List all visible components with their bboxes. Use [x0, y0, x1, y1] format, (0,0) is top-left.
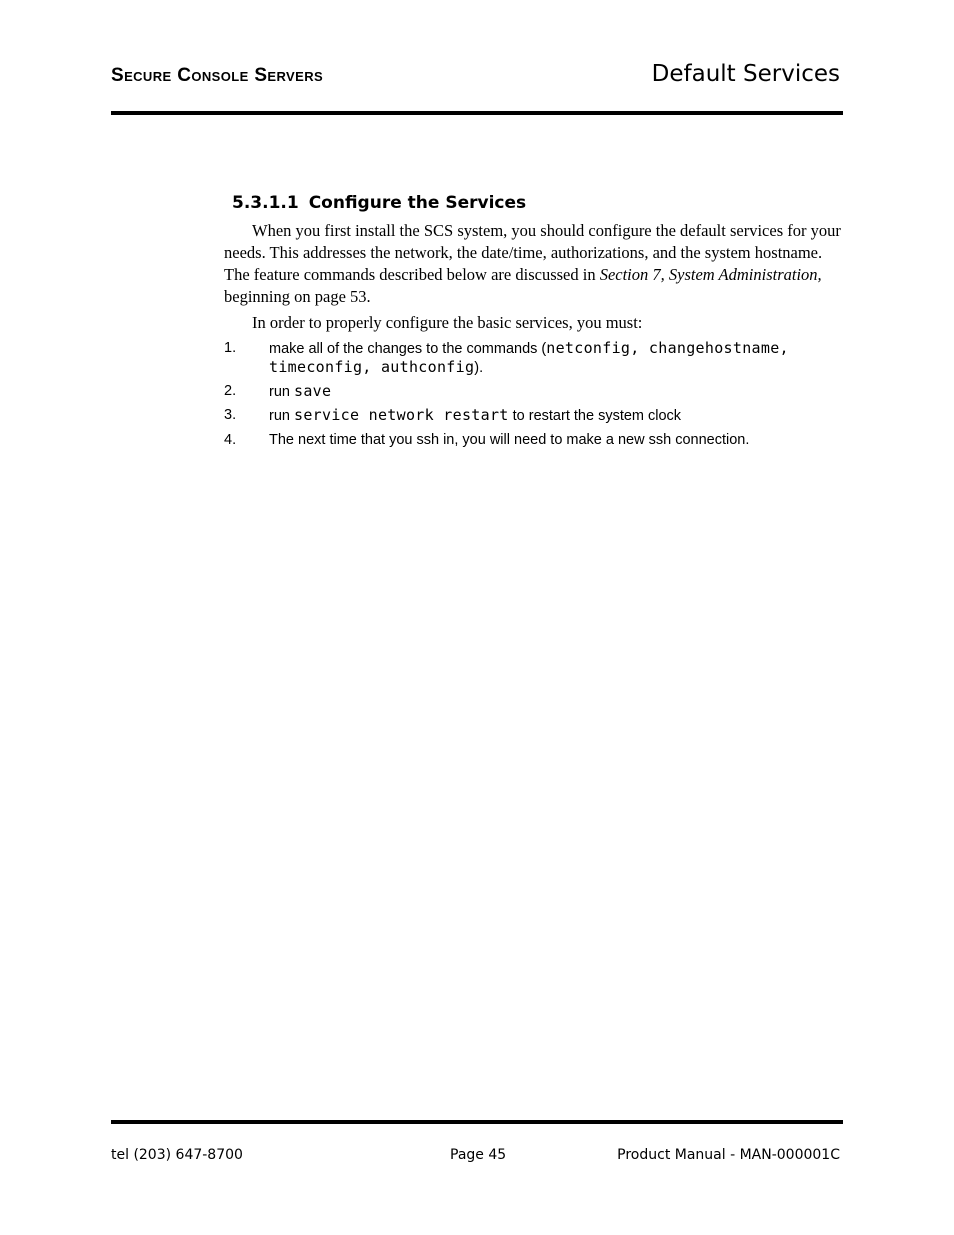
command-code: service network restart: [294, 406, 509, 424]
intro-text-end: beginning on page 53.: [224, 287, 371, 306]
step-text: run: [269, 384, 294, 400]
step-text: make all of the changes to the commands (: [269, 341, 547, 357]
section-title: Configure the Services: [308, 193, 527, 213]
list-item-number: 2.: [224, 383, 237, 399]
list-item-text: The next time that you ssh in, you will need to make a new ssh connection.: [269, 432, 750, 448]
command-code: netconfig, changehostname,: [546, 339, 789, 357]
list-item-number: 4.: [224, 432, 237, 448]
footer-rule: [111, 1120, 843, 1124]
footer-manual-id: Product Manual - MAN-000001C: [617, 1147, 840, 1163]
intro-paragraph: [224, 220, 841, 308]
section-heading: [232, 192, 526, 214]
steps-intro-paragraph: In order to properly configure the basic services, you must:: [252, 313, 643, 332]
step-text-end: to restart the system clock: [508, 408, 682, 424]
section-number: 5.3.1.1: [232, 193, 299, 213]
list-item-number: 1.: [224, 340, 237, 356]
running-header-title: Secure Console Servers: [111, 65, 324, 86]
header-rule: [111, 111, 843, 115]
command-code: save: [294, 382, 332, 400]
intro-text: When you first install the SCS system, you should configure the default services for your needs. This addresses the network, the date/time, authorizations, and the system hostname. The feature commands described below are discussed in: [224, 221, 841, 284]
list-item-number: 3.: [224, 407, 237, 423]
footer-phone: tel (203) 647-8700: [111, 1147, 243, 1163]
step-text: run: [269, 408, 294, 424]
section-reference: Section 7, System Administration,: [599, 265, 822, 284]
list-item-text: [269, 382, 849, 401]
command-code: timeconfig, authconfig: [269, 358, 475, 376]
footer-page-number: Page 45: [450, 1147, 507, 1163]
running-header-chapter: Default Services: [651, 61, 840, 87]
step-text-end: ).: [474, 360, 484, 376]
list-item-text: [269, 406, 849, 425]
list-item-text: [269, 339, 849, 377]
